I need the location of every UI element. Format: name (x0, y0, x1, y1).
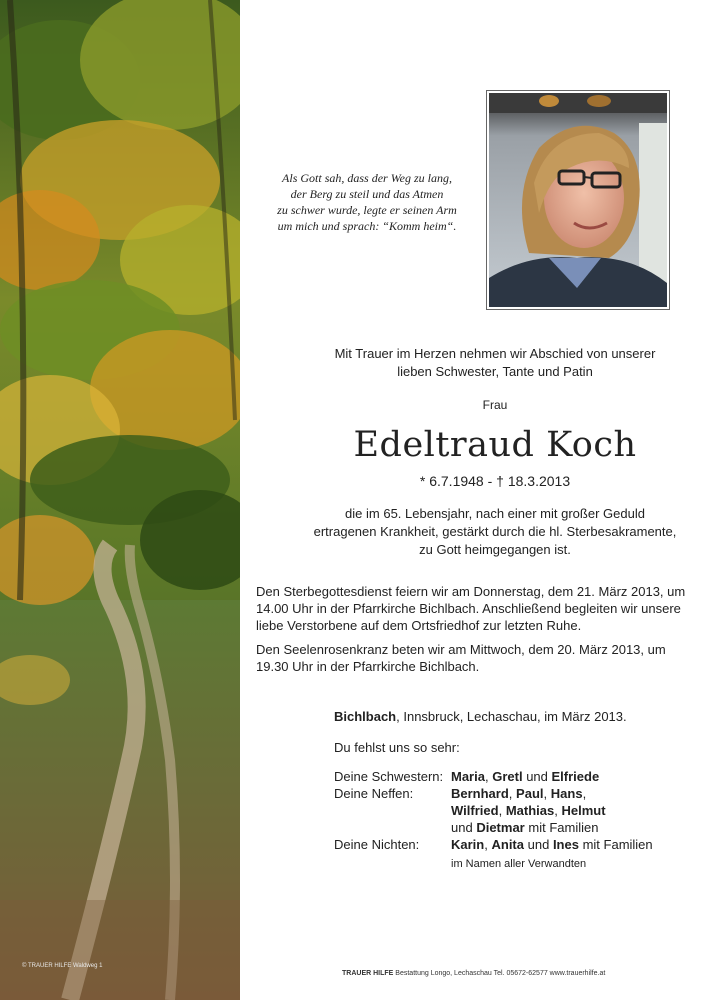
sister-name: Elfriede (551, 769, 600, 784)
separator: , (498, 803, 503, 818)
nephew-name: Dietmar (476, 820, 525, 835)
passing-line: die im 65. Lebensjahr, nach einer mit großer Geduld (345, 506, 645, 521)
separator: , (484, 769, 489, 784)
nieces-label: Deine Nichten: (334, 837, 420, 852)
poem-line: Als Gott sah, dass der Weg zu lang, (282, 171, 452, 185)
portrait-photo (486, 90, 670, 310)
and-word: und (451, 820, 473, 835)
life-dates: * 6.7.1948 - † 18.3.2013 (419, 473, 571, 489)
forest-path-photo (0, 0, 240, 1000)
deceased-name: Edeltraud Koch (353, 425, 637, 465)
intro-text (280, 345, 710, 381)
poem (262, 170, 472, 234)
niece-name: Karin (451, 837, 485, 852)
funeral-line: 14.00 Uhr in der Pfarrkirche Bichlbach. Anschließend begleiten wir unsere (256, 601, 681, 616)
nephew-name: Wilfried (451, 803, 499, 818)
place-bold: Bichlbach (334, 709, 397, 724)
separator: , (543, 786, 548, 801)
passing-line: ertragenen Krankheit, gestärkt durch die hl. Sterbesakramente, (313, 524, 677, 539)
intro-line: lieben Schwester, Tante und Patin (397, 364, 593, 379)
nephew-name: Hans (550, 786, 583, 801)
passing-text (280, 505, 710, 559)
separator: , (554, 803, 558, 818)
all-relatives-line: im Namen aller Verwandten (451, 858, 587, 870)
poem-line: der Berg zu steil und das Atmen (290, 187, 444, 201)
with-families: mit Familien (528, 820, 599, 835)
funeral-service-text (256, 583, 686, 634)
nephews-label: Deine Neffen: (334, 786, 414, 801)
nephew-name: Mathias (505, 803, 555, 818)
niece-name: Ines (552, 837, 579, 852)
niece-name: Anita (491, 837, 524, 852)
intro-line: Mit Trauer im Herzen nehmen wir Abschied von unserer (334, 346, 656, 361)
footer-details: Bestattung Longo, Lechaschau Tel. 05672-62577 www.trauerhilfe.at (393, 970, 606, 977)
and-word: und (526, 769, 548, 784)
poem-line: zu schwer wurde, legte er seinen Arm (277, 203, 457, 217)
sisters-label: Deine Schwestern: (334, 769, 444, 784)
miss-you-line: Du fehlst uns so sehr: (334, 740, 460, 755)
nephew-name: Paul (516, 786, 544, 801)
sister-name: Gretl (492, 769, 523, 784)
sister-name: Maria (451, 769, 485, 784)
poem-line: um mich und sprach: “Komm heim“. (277, 219, 457, 233)
rosary-line: 19.30 Uhr in der Pfarrkirche Bichlbach. (256, 659, 480, 674)
separator: , (484, 837, 488, 852)
title-word: Frau (482, 398, 508, 412)
place-rest: , Innsbruck, Lechaschau, im März 2013. (396, 709, 627, 724)
funeral-line: liebe Verstorbene auf dem Ortsfriedhof zur letzten Ruhe. (256, 618, 582, 633)
and-word: und (527, 837, 550, 852)
separator: , (582, 786, 587, 801)
with-families: mit Familien (582, 837, 653, 852)
separator: , (508, 786, 513, 801)
place-and-date (334, 709, 627, 724)
rosary-line: Den Seelenrosenkranz beten wir am Mittwoch, dem 20. März 2013, um (256, 642, 666, 657)
nephew-name: Bernhard (451, 786, 509, 801)
footer-brand: TRAUER HILFE (342, 970, 394, 977)
image-credit: © TRAUER HILFE Waldweg 1 (22, 963, 103, 969)
rosary-text (256, 641, 666, 675)
nephew-name: Helmut (561, 803, 606, 818)
funeral-line: Den Sterbegottesdienst feiern wir am Donnerstag, dem 21. März 2013, um (256, 584, 686, 599)
passing-line: zu Gott heimgegangen ist. (419, 542, 571, 557)
footer-imprint (342, 970, 605, 977)
